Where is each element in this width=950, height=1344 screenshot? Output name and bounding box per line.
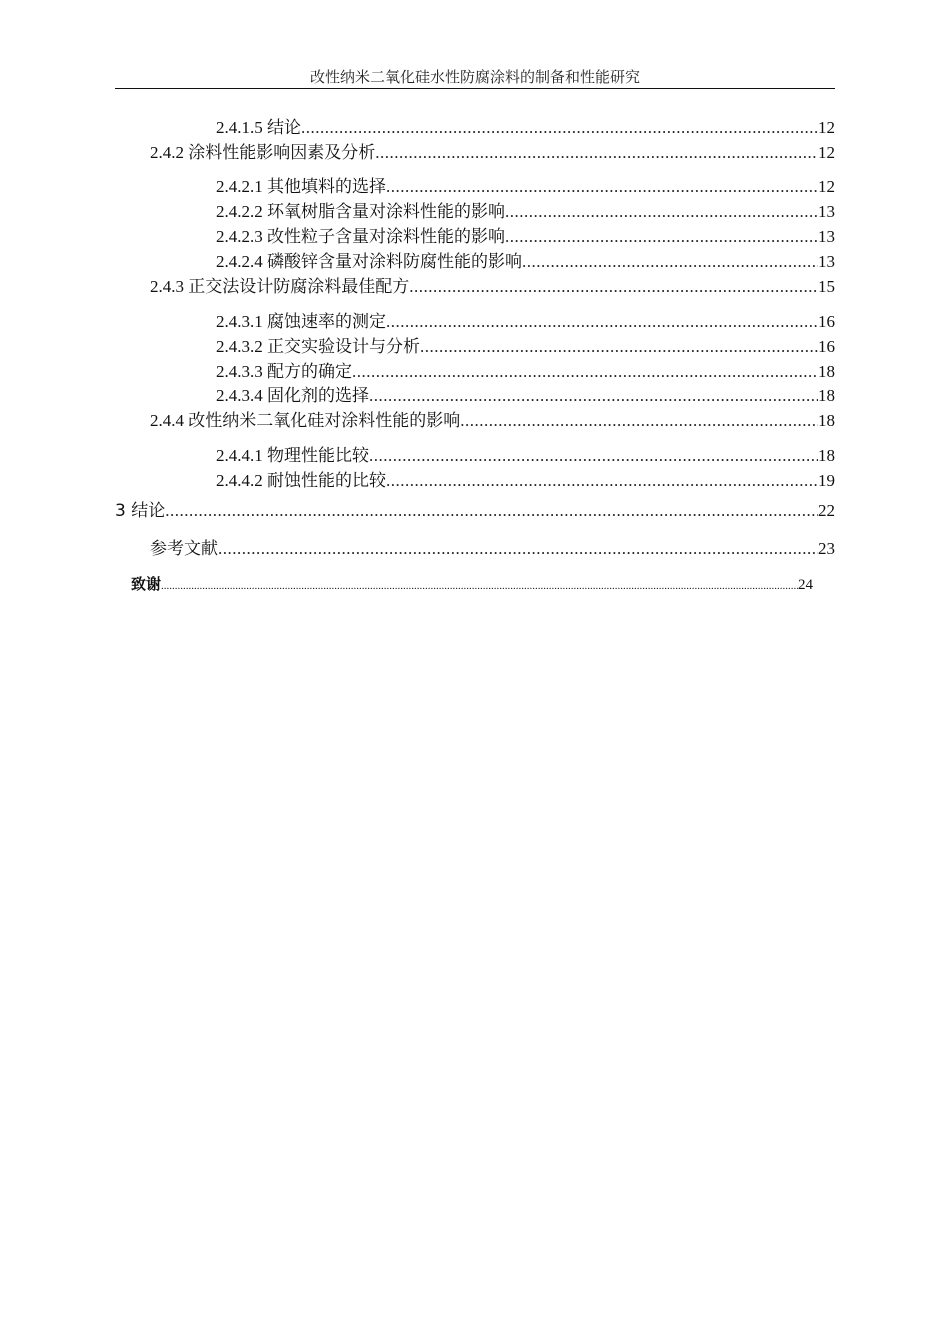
toc-entry-page: 13: [818, 252, 835, 271]
toc-entry-title: 2.4.3.4 固化剂的选择: [216, 386, 369, 405]
toc-entry-page: 12: [818, 177, 835, 196]
toc-leader: [409, 276, 818, 298]
toc-leader: [218, 538, 818, 560]
toc-entry-title: 2.4.2 涂料性能影响因素及分析: [150, 143, 376, 162]
toc-leader: [161, 575, 798, 597]
toc-leader: [386, 470, 818, 492]
toc-entry-title: 参考文献: [150, 539, 218, 559]
toc-entry[interactable]: [216, 226, 835, 248]
toc-entry-page: 18: [818, 386, 835, 405]
toc-entry-page: 12: [818, 143, 835, 162]
toc-entry[interactable]: [131, 573, 813, 597]
toc-entry[interactable]: [216, 470, 835, 492]
toc-leader: [369, 445, 818, 467]
toc-entry-title: 2.4.3.2 正交实验设计与分析: [216, 337, 420, 356]
toc-entry-page: 16: [818, 312, 835, 331]
toc-entry[interactable]: [216, 385, 835, 407]
toc-entry-page: 24: [798, 577, 813, 593]
toc-entry-title: 2.4.3.3 配方的确定: [216, 362, 352, 381]
toc-entry-title: 2.4.3.1 腐蚀速率的测定: [216, 312, 386, 331]
toc-entry-page: 13: [818, 202, 835, 221]
toc-entry-page: 16: [818, 337, 835, 356]
toc-entry-title: 2.4.4.1 物理性能比较: [216, 446, 369, 465]
toc-entry[interactable]: [216, 251, 835, 273]
toc-entry[interactable]: [216, 361, 835, 383]
toc-leader: [301, 117, 818, 139]
header-rule: [115, 88, 835, 89]
toc-entry-title: 2.4.2.3 改性粒子含量对涂料性能的影响: [216, 227, 505, 246]
toc-entry-page: 22: [818, 501, 835, 520]
toc-entry-title: 2.4.4 改性纳米二氧化硅对涂料性能的影响: [150, 411, 461, 430]
toc-leader: [165, 500, 818, 522]
toc-entry-title: 2.4.4.2 耐蚀性能的比较: [216, 471, 386, 490]
toc-entry-page: 19: [818, 471, 835, 490]
toc-entry[interactable]: [115, 500, 835, 522]
toc-leader: [505, 201, 818, 223]
toc-entry[interactable]: [150, 410, 835, 432]
toc-entry-title: 致谢: [131, 575, 162, 593]
toc-entry-title: 2.4.2.4 磷酸锌含量对涂料防腐性能的影响: [216, 252, 522, 271]
toc-leader: [386, 176, 818, 198]
toc-entry-page: 18: [818, 362, 835, 381]
toc-entry-title: 3 结论: [115, 501, 166, 521]
toc-entry[interactable]: [216, 201, 835, 223]
toc-leader: [505, 226, 818, 248]
toc-entry[interactable]: [216, 445, 835, 467]
toc-leader: [420, 336, 818, 358]
toc-entry[interactable]: [216, 311, 835, 333]
toc-leader: [375, 142, 818, 164]
toc-leader: [386, 311, 818, 333]
toc-entry-page: 18: [818, 446, 835, 465]
toc-entry[interactable]: [150, 538, 835, 560]
toc-leader: [369, 385, 818, 407]
toc-entry-page: 23: [818, 539, 835, 558]
toc-entry-page: 12: [818, 118, 835, 137]
toc-leader: [352, 361, 818, 383]
toc-leader: [460, 410, 818, 432]
running-header: 改性纳米二氧化硅水性防腐涂料的制备和性能研究: [309, 70, 640, 86]
toc-leader: [522, 251, 818, 273]
toc-entry[interactable]: [216, 336, 835, 358]
toc-entry-title: 2.4.2.1 其他填料的选择: [216, 177, 386, 196]
toc-entry-title: 2.4.1.5 结论: [216, 118, 301, 137]
toc-entry[interactable]: [216, 176, 835, 198]
toc-entry-title: 2.4.3 正交法设计防腐涂料最佳配方: [150, 277, 410, 296]
toc-entry-title: 2.4.2.2 环氧树脂含量对涂料性能的影响: [216, 202, 505, 221]
toc-entry-page: 18: [818, 411, 835, 430]
toc-entry-page: 15: [818, 277, 835, 296]
toc-entry-page: 13: [818, 227, 835, 246]
toc-entry[interactable]: [150, 142, 835, 164]
toc-entry[interactable]: [150, 276, 835, 298]
toc-entry[interactable]: [216, 117, 835, 139]
